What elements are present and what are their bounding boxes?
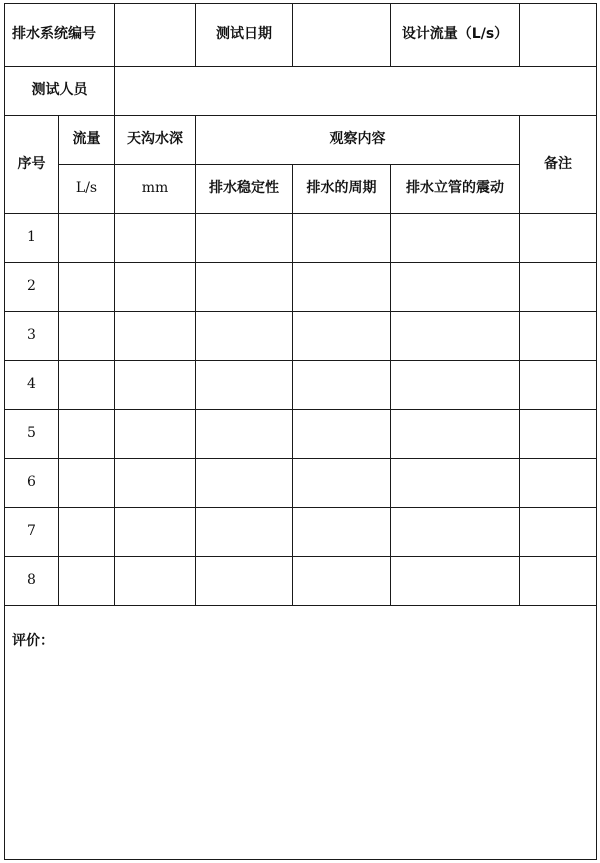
system-no-label: 排水系统编号 <box>5 4 115 67</box>
column-header-row-2 <box>5 165 597 214</box>
table-row <box>5 459 597 508</box>
gutter-depth-cell[interactable] <box>115 263 196 312</box>
remarks-cell[interactable] <box>520 312 597 361</box>
gutter-depth-unit: mm <box>115 165 196 214</box>
test-date-label: 测试日期 <box>196 4 293 67</box>
gutter-depth-cell[interactable] <box>115 557 196 606</box>
table-row <box>5 214 597 263</box>
drainage-test-table <box>4 3 597 860</box>
table-row <box>5 508 597 557</box>
vibration-cell[interactable] <box>391 508 520 557</box>
period-cell[interactable] <box>293 263 391 312</box>
period-cell[interactable] <box>293 459 391 508</box>
stability-cell[interactable] <box>196 361 293 410</box>
flow-cell[interactable] <box>59 459 115 508</box>
row-number: 6 <box>5 459 59 508</box>
period-cell[interactable] <box>293 508 391 557</box>
system-no-field[interactable] <box>115 4 196 67</box>
table-row <box>5 263 597 312</box>
table-row <box>5 410 597 459</box>
vibration-cell[interactable] <box>391 312 520 361</box>
flow-cell[interactable] <box>59 508 115 557</box>
table-row <box>5 312 597 361</box>
flow-cell[interactable] <box>59 214 115 263</box>
header-row-2 <box>5 67 597 116</box>
vibration-cell[interactable] <box>391 214 520 263</box>
vibration-cell[interactable] <box>391 459 520 508</box>
row-number: 3 <box>5 312 59 361</box>
stability-cell[interactable] <box>196 312 293 361</box>
column-header-row-1 <box>5 116 597 165</box>
period-cell[interactable] <box>293 410 391 459</box>
row-number: 8 <box>5 557 59 606</box>
remarks-cell[interactable] <box>520 508 597 557</box>
gutter-depth-cell[interactable] <box>115 459 196 508</box>
remarks-cell[interactable] <box>520 459 597 508</box>
header-row-1 <box>5 4 597 67</box>
vibration-header: 排水立管的震动 <box>391 165 520 214</box>
flow-header: 流量 <box>59 116 115 165</box>
evaluation-field[interactable] <box>5 606 597 860</box>
evaluation-label: 评价： <box>12 633 54 649</box>
gutter-depth-cell[interactable] <box>115 361 196 410</box>
flow-cell[interactable] <box>59 263 115 312</box>
test-date-field[interactable] <box>293 4 391 67</box>
stability-cell[interactable] <box>196 263 293 312</box>
row-number: 7 <box>5 508 59 557</box>
gutter-depth-cell[interactable] <box>115 312 196 361</box>
gutter-depth-cell[interactable] <box>115 214 196 263</box>
gutter-depth-header: 天沟水深 <box>115 116 196 165</box>
period-cell[interactable] <box>293 312 391 361</box>
seq-header: 序号 <box>5 116 59 214</box>
tester-label: 测试人员 <box>5 67 115 116</box>
vibration-cell[interactable] <box>391 410 520 459</box>
stability-cell[interactable] <box>196 508 293 557</box>
remarks-cell[interactable] <box>520 557 597 606</box>
stability-cell[interactable] <box>196 459 293 508</box>
remarks-cell[interactable] <box>520 410 597 459</box>
row-number: 2 <box>5 263 59 312</box>
tester-field[interactable] <box>115 67 597 116</box>
flow-cell[interactable] <box>59 361 115 410</box>
flow-unit: L/s <box>59 165 115 214</box>
flow-cell[interactable] <box>59 557 115 606</box>
vibration-cell[interactable] <box>391 361 520 410</box>
design-flow-label: 设计流量（L/s） <box>391 4 520 67</box>
remarks-cell[interactable] <box>520 214 597 263</box>
vibration-cell[interactable] <box>391 263 520 312</box>
stability-cell[interactable] <box>196 557 293 606</box>
remarks-header: 备注 <box>520 116 597 214</box>
flow-cell[interactable] <box>59 312 115 361</box>
gutter-depth-cell[interactable] <box>115 508 196 557</box>
stability-header: 排水稳定性 <box>196 165 293 214</box>
row-number: 5 <box>5 410 59 459</box>
observation-header: 观察内容 <box>196 116 520 165</box>
vibration-cell[interactable] <box>391 557 520 606</box>
remarks-cell[interactable] <box>520 263 597 312</box>
period-cell[interactable] <box>293 214 391 263</box>
remarks-cell[interactable] <box>520 361 597 410</box>
period-cell[interactable] <box>293 557 391 606</box>
gutter-depth-cell[interactable] <box>115 410 196 459</box>
design-flow-field[interactable] <box>520 4 597 67</box>
evaluation-row <box>5 606 597 860</box>
table-row <box>5 557 597 606</box>
flow-cell[interactable] <box>59 410 115 459</box>
row-number: 1 <box>5 214 59 263</box>
period-header: 排水的周期 <box>293 165 391 214</box>
stability-cell[interactable] <box>196 214 293 263</box>
stability-cell[interactable] <box>196 410 293 459</box>
period-cell[interactable] <box>293 361 391 410</box>
row-number: 4 <box>5 361 59 410</box>
table-row <box>5 361 597 410</box>
